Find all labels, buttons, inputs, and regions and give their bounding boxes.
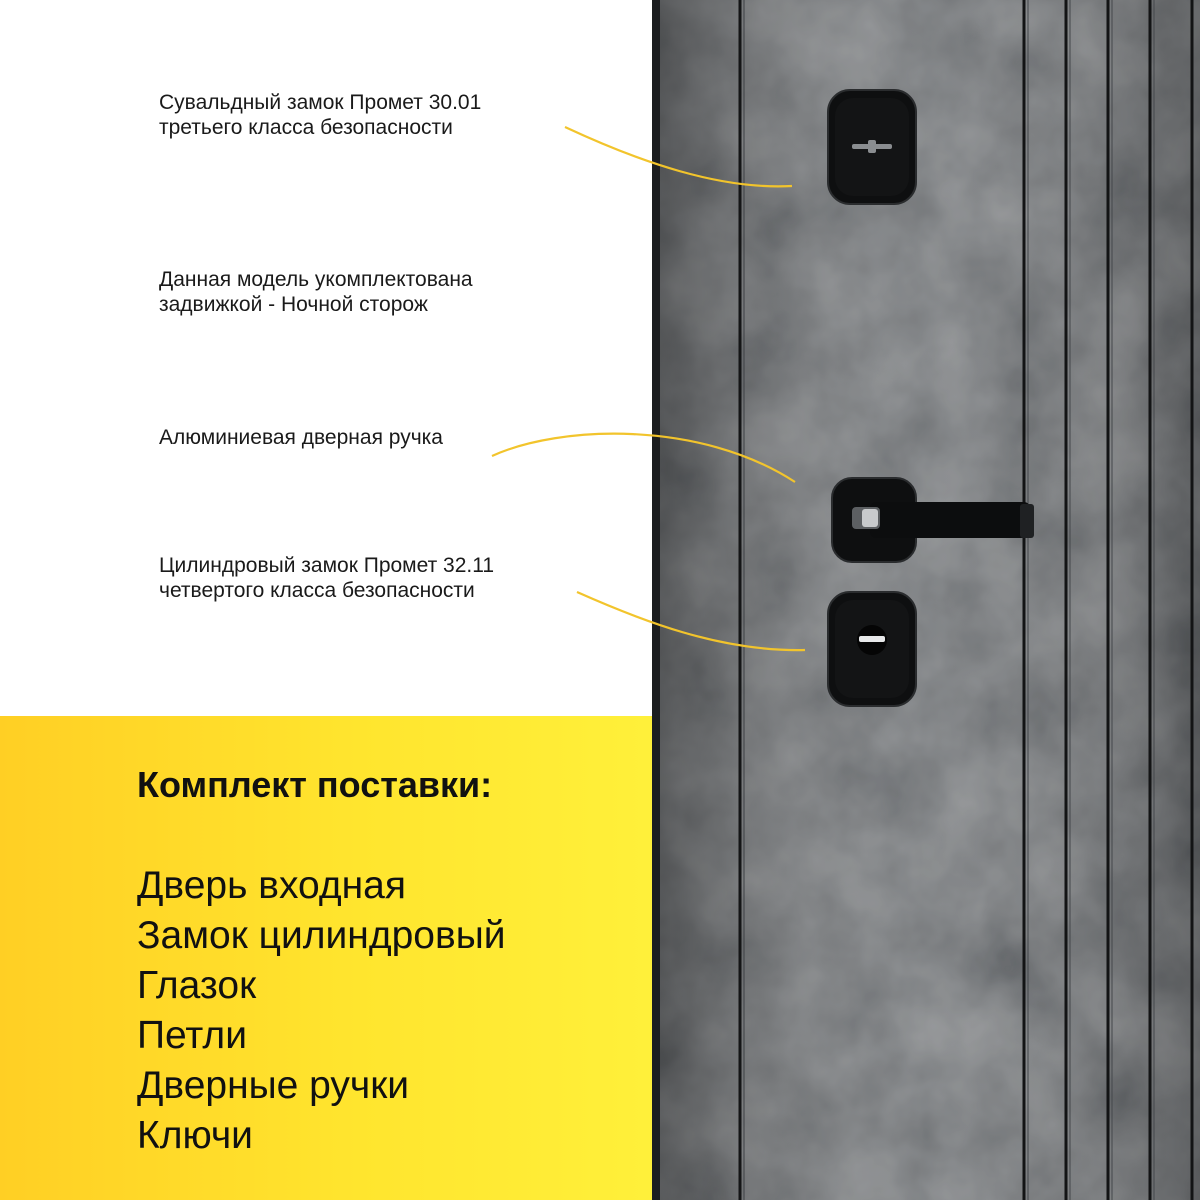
callout-door-handle xyxy=(159,425,443,450)
kit-item: Дверь входная xyxy=(137,864,406,907)
door-frame-edge xyxy=(652,0,660,1200)
kit-item: Замок цилиндровый xyxy=(137,914,506,957)
cylinder-lock-escutcheon xyxy=(828,592,916,706)
kit-item: Петли xyxy=(137,1014,247,1057)
kit-list xyxy=(137,861,506,1161)
callout-line: четвертого класса безопасности xyxy=(159,579,475,602)
kit-title: Комплект поставки: xyxy=(137,764,493,805)
cylinder-keyhole-icon xyxy=(859,636,885,642)
callout-line: Алюминиевая дверная ручка xyxy=(159,426,443,449)
callout-cylinder-lock xyxy=(159,553,494,603)
callout-line: задвижкой - Ночной сторож xyxy=(159,293,428,316)
delivery-kit-panel xyxy=(0,716,652,1200)
lever-lock-escutcheon xyxy=(828,90,916,204)
kit-item: Глазок xyxy=(137,964,257,1007)
feature-callouts-panel xyxy=(0,0,652,716)
callout-line: третьего класса безопасности xyxy=(159,116,453,139)
door-shading xyxy=(652,0,1200,1200)
callout-line: Данная модель укомплектована xyxy=(159,268,473,291)
callout-night-latch xyxy=(159,267,473,317)
callout-line: Цилиндровый замок Промет 32.11 xyxy=(159,554,495,577)
kit-item: Дверные ручки xyxy=(137,1064,410,1107)
callout-line: Сувальдный замок Промет 30.01 xyxy=(159,91,482,114)
kit-item: Ключи xyxy=(137,1114,253,1157)
door-photo xyxy=(652,0,1200,1200)
callout-suvaldny-lock xyxy=(159,90,481,140)
